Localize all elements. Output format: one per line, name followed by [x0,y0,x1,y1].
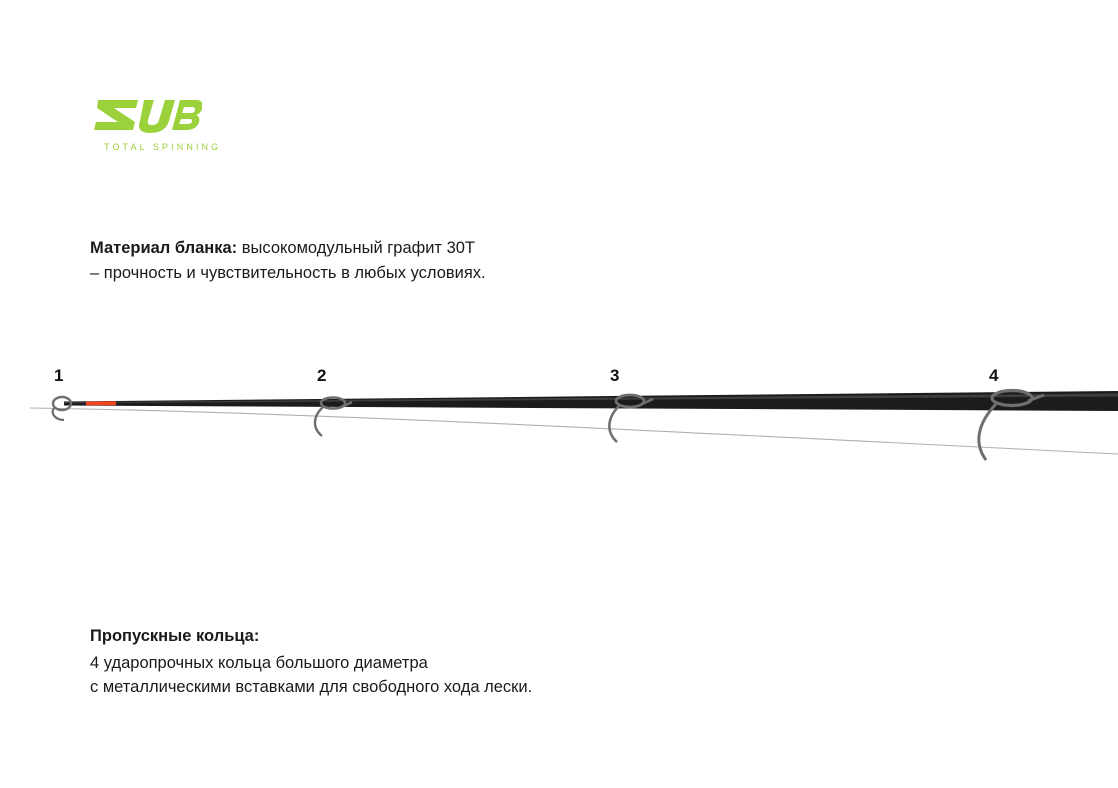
ring-label-4: 4 [989,366,999,385]
rod-diagram [0,350,1118,490]
ring-label-3: 3 [610,366,620,385]
rings-description [90,624,850,699]
blank-material-line2: – прочность и чувствительность в любых условиях. [90,264,486,282]
rod-tip-accent [86,401,116,405]
fishing-line [30,408,1118,454]
blank-material-value: высокомодульный графит 30T [237,239,475,257]
rings-line-2: с металлическими вставками для свободного хода лески. [90,678,533,696]
brand-tagline: TOTAL SPINNING [104,142,222,152]
blank-material-text [90,236,810,286]
blank-material-label: Материал бланка: [90,239,238,257]
ring-label-1: 1 [54,366,64,385]
rings-title: Пропускные кольца: [90,627,260,645]
ring-label-2: 2 [317,366,327,385]
brand-logo [92,92,282,162]
rings-line-1: 4 ударопрочных кольца большого диаметра [90,654,428,672]
rod-schematic-svg [0,350,1118,490]
zub-logo-icon [92,92,202,138]
